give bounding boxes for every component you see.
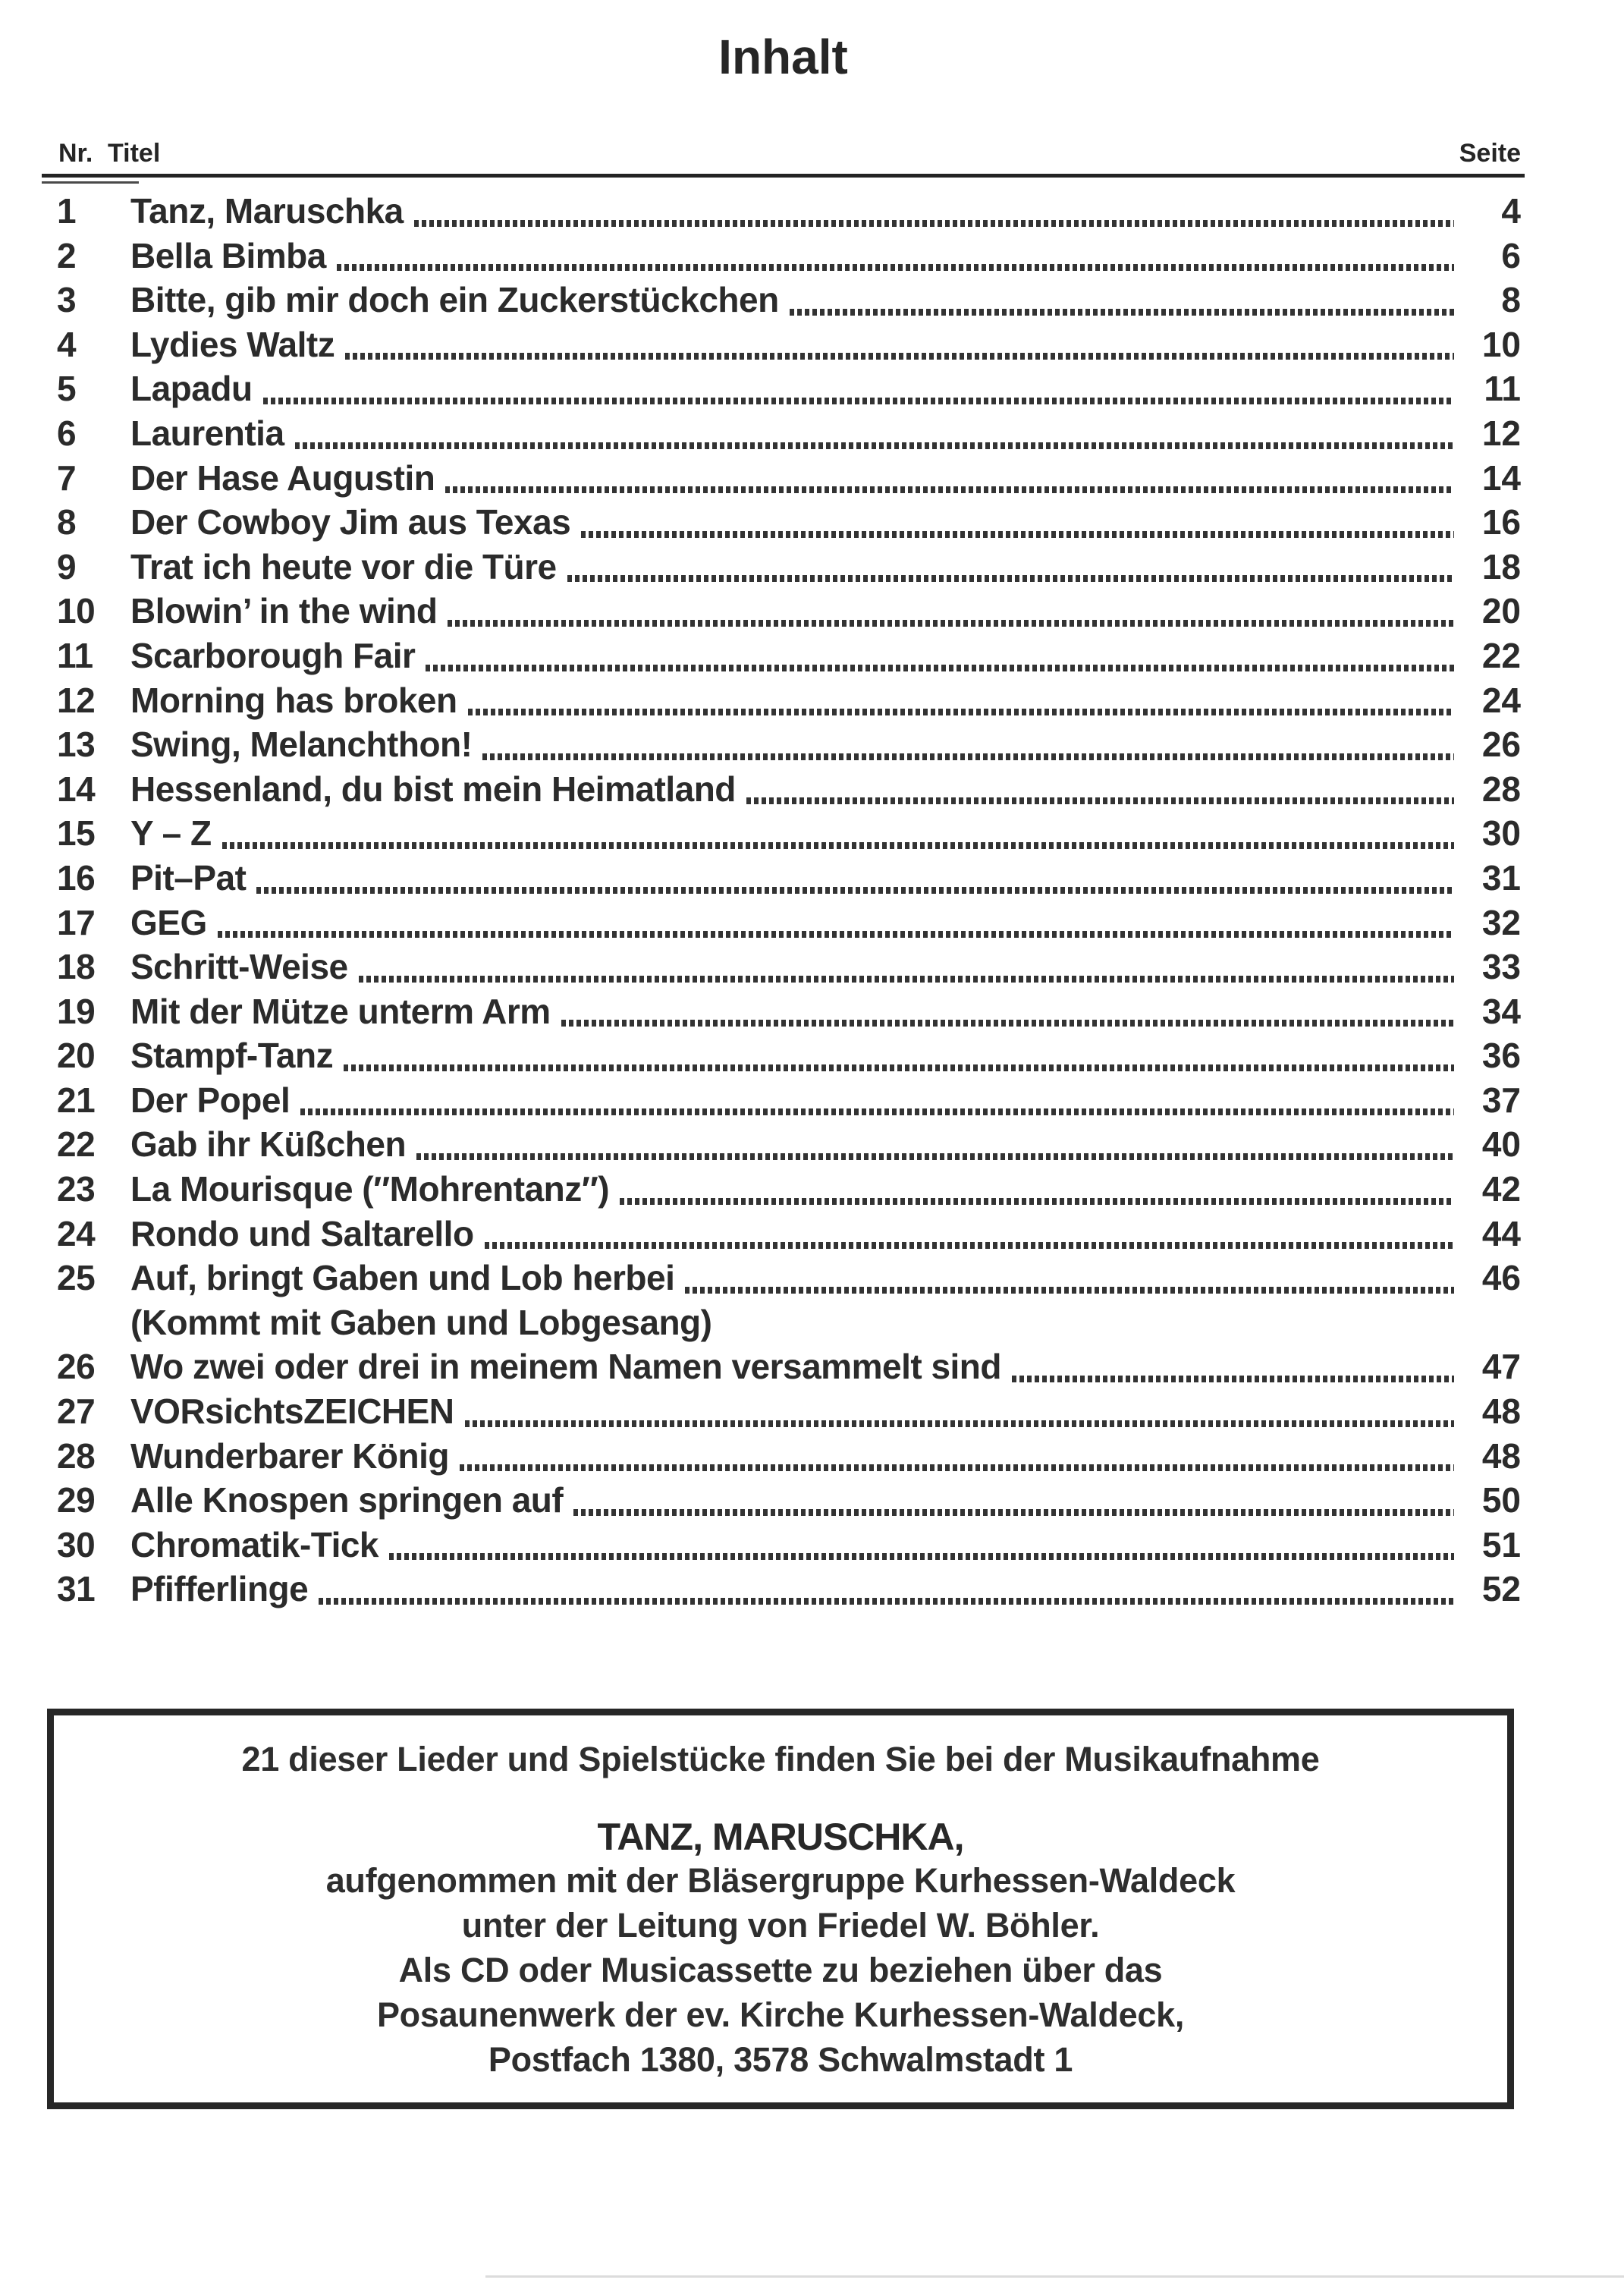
toc-entry-number: 2 xyxy=(57,235,77,275)
toc-entry-title: GEG xyxy=(130,902,207,942)
toc-entry-title: Der Hase Augustin xyxy=(130,458,435,498)
recording-info-line: aufgenommen mit der Bläsergruppe Kurhessen-Waldeck xyxy=(325,1861,1236,1900)
toc-entry-page: 52 xyxy=(1481,1569,1521,1609)
toc-dot-leader xyxy=(295,442,1454,449)
toc-entry-page: 50 xyxy=(1481,1480,1521,1520)
toc-entry-page: 33 xyxy=(1481,947,1521,987)
toc-row xyxy=(42,901,1525,945)
toc-dot-leader xyxy=(445,486,1454,493)
toc-dot-leader xyxy=(482,753,1454,760)
toc-entry-page: 48 xyxy=(1481,1391,1521,1432)
recording-info-line: Posaunenwerk der ev. Kirche Kurhessen-Waldeck, xyxy=(376,1995,1185,2034)
toc-note-line: (Kommt mit Gaben und Lobgesang) xyxy=(130,1302,712,1342)
toc-row xyxy=(42,1256,1525,1300)
toc-dot-leader xyxy=(345,353,1454,360)
toc-entry-number: 12 xyxy=(57,680,96,720)
toc-row xyxy=(42,945,1525,989)
recording-info-line: 21 dieser Lieder und Spielstücke finden Sie bei der Musikaufnahme xyxy=(241,1740,1320,1778)
toc-entry-page: 24 xyxy=(1481,680,1521,720)
toc-entry-title: Der Popel xyxy=(130,1080,291,1120)
toc-entry-page: 36 xyxy=(1481,1036,1521,1076)
toc-entry-number: 6 xyxy=(57,413,77,453)
toc-entry-title: Blowin’ in the wind xyxy=(130,591,438,631)
toc-entry-number: 24 xyxy=(57,1213,96,1253)
toc-entry-page: 42 xyxy=(1481,1169,1521,1209)
toc-header-seite: Seite xyxy=(1459,139,1521,168)
toc-entry-title: Swing, Melanchthon! xyxy=(130,725,473,765)
toc-dot-leader xyxy=(448,620,1454,627)
toc-entry-page: 37 xyxy=(1481,1080,1521,1120)
toc-dot-leader xyxy=(746,797,1454,804)
toc-entry-number: 27 xyxy=(57,1391,96,1432)
toc-entry-title: Lydies Waltz xyxy=(130,324,335,364)
toc-dot-leader xyxy=(218,931,1454,938)
toc-entry-number: 11 xyxy=(57,635,93,675)
toc-entry-page: 11 xyxy=(1484,369,1521,409)
toc-row xyxy=(42,678,1525,723)
toc-entry-title: Alle Knospen springen auf xyxy=(130,1480,564,1520)
toc-entry-number: 5 xyxy=(57,369,77,409)
toc-dot-leader xyxy=(460,1464,1454,1471)
toc-entry-title: Mit der Mütze unterm Arm xyxy=(130,991,551,1031)
toc-entry-page: 28 xyxy=(1481,769,1521,809)
toc-dot-leader xyxy=(414,220,1454,227)
toc-entry-number: 8 xyxy=(57,502,77,542)
toc-dot-leader xyxy=(389,1553,1454,1560)
toc-entry-title: Bella Bimba xyxy=(130,235,326,275)
toc-row xyxy=(42,500,1525,545)
toc-entry-page: 18 xyxy=(1481,546,1521,586)
toc-entry-page: 22 xyxy=(1481,635,1521,675)
toc-note-row xyxy=(42,1300,1525,1345)
toc-dot-leader xyxy=(685,1287,1454,1294)
toc-entry-title: Der Cowboy Jim aus Texas xyxy=(130,502,571,542)
toc-entry-number: 4 xyxy=(57,324,77,364)
toc-entry-page: 30 xyxy=(1481,813,1521,854)
toc-header-titel: Titel xyxy=(108,139,161,168)
toc-header-row xyxy=(42,139,1525,178)
toc-entry-title: Trat ich heute vor die Türe xyxy=(130,546,557,586)
toc-dot-leader xyxy=(300,1108,1454,1115)
toc-entry-title: Laurentia xyxy=(130,413,284,453)
toc-row xyxy=(42,1434,1525,1479)
toc-dot-leader xyxy=(426,665,1454,671)
toc-entry-number: 18 xyxy=(57,947,96,987)
toc-dot-leader xyxy=(573,1509,1454,1516)
scan-edge-artifact xyxy=(485,2275,1624,2278)
toc-dot-leader xyxy=(567,575,1454,582)
toc-dot-leader xyxy=(416,1153,1454,1160)
header-rule-echo xyxy=(42,181,139,184)
toc-entry-title: Gab ihr Küßchen xyxy=(130,1124,407,1165)
toc-entry-page: 34 xyxy=(1481,991,1521,1031)
toc-row xyxy=(42,1033,1525,1078)
toc-entry-page: 31 xyxy=(1481,857,1521,898)
toc-row xyxy=(42,234,1525,278)
toc-dot-leader xyxy=(790,309,1454,316)
toc-entry-number: 22 xyxy=(57,1124,96,1165)
toc-row xyxy=(42,811,1525,856)
toc-entry-number: 15 xyxy=(57,813,96,854)
toc-dot-leader xyxy=(468,709,1454,715)
toc-row xyxy=(42,634,1525,678)
toc-row xyxy=(42,1167,1525,1212)
toc-dot-leader xyxy=(222,842,1454,849)
toc-entry-page: 51 xyxy=(1481,1524,1521,1564)
toc-entry-title: Pit–Pat xyxy=(130,857,247,898)
toc-dot-leader xyxy=(344,1064,1454,1071)
toc-entry-title: VORsichtsZEICHEN xyxy=(130,1391,454,1432)
recording-title-line: TANZ, MARUSCHKA, xyxy=(597,1816,964,1858)
toc-row xyxy=(42,1078,1525,1123)
toc-row xyxy=(42,1212,1525,1256)
toc-entry-title: Wunderbarer König xyxy=(130,1435,450,1476)
toc-row xyxy=(42,1478,1525,1523)
toc-row xyxy=(42,189,1525,234)
table-of-contents xyxy=(42,139,1525,1612)
toc-entry-title: Schritt-Weise xyxy=(130,947,348,987)
toc-entry-page: 32 xyxy=(1481,902,1521,942)
toc-entry-title: Hessenland, du bist mein Heimatland xyxy=(130,769,736,809)
toc-entry-title: Scarborough Fair xyxy=(130,635,416,675)
toc-row xyxy=(42,1567,1525,1612)
toc-entry-title: Lapadu xyxy=(130,369,253,409)
toc-entry-number: 17 xyxy=(57,902,96,942)
toc-entry-title: Auf, bringt Gaben und Lob herbei xyxy=(130,1258,675,1298)
toc-row xyxy=(42,545,1525,590)
toc-dot-leader xyxy=(561,1020,1454,1027)
toc-row xyxy=(42,989,1525,1034)
recording-info-box xyxy=(47,1709,1514,2109)
toc-entry-number: 30 xyxy=(57,1524,96,1564)
page-title: Inhalt xyxy=(718,30,848,84)
toc-row xyxy=(42,322,1525,367)
toc-dot-leader xyxy=(263,398,1454,404)
toc-rows xyxy=(42,189,1525,1612)
toc-row xyxy=(42,856,1525,901)
toc-entry-number: 31 xyxy=(57,1569,96,1609)
toc-row xyxy=(42,1344,1525,1389)
toc-entry-number: 21 xyxy=(57,1080,96,1120)
toc-entry-number: 1 xyxy=(57,191,77,231)
toc-entry-number: 26 xyxy=(57,1347,96,1387)
toc-entry-title: Tanz, Maruschka xyxy=(130,191,404,231)
toc-entry-number: 16 xyxy=(57,857,96,898)
toc-entry-title: Wo zwei oder drei in meinem Namen versammelt sind xyxy=(130,1347,1002,1387)
toc-entry-number: 9 xyxy=(57,546,77,586)
toc-row xyxy=(42,366,1525,411)
toc-entry-title: Stampf-Tanz xyxy=(130,1036,334,1076)
toc-row xyxy=(42,411,1525,456)
toc-row xyxy=(42,1122,1525,1167)
toc-dot-leader xyxy=(319,1598,1454,1605)
toc-dot-leader xyxy=(485,1242,1454,1249)
toc-entry-page: 8 xyxy=(1501,280,1521,320)
toc-entry-page: 16 xyxy=(1481,502,1521,542)
toc-entry-page: 4 xyxy=(1501,191,1521,231)
toc-dot-leader xyxy=(256,887,1454,894)
recording-info-line: Als CD oder Musicassette zu beziehen über das xyxy=(398,1951,1163,1989)
toc-entry-number: 19 xyxy=(57,991,96,1031)
toc-entry-page: 12 xyxy=(1481,413,1521,453)
toc-entry-page: 48 xyxy=(1481,1435,1521,1476)
toc-row xyxy=(42,1389,1525,1434)
toc-entry-page: 14 xyxy=(1481,458,1521,498)
toc-entry-page: 40 xyxy=(1481,1124,1521,1165)
toc-dot-leader xyxy=(581,531,1454,538)
toc-entry-title: Rondo und Saltarello xyxy=(130,1213,474,1253)
toc-entry-number: 28 xyxy=(57,1435,96,1476)
toc-entry-page: 20 xyxy=(1481,591,1521,631)
toc-dot-leader xyxy=(1012,1376,1454,1382)
toc-dot-leader xyxy=(620,1198,1454,1205)
toc-entry-number: 25 xyxy=(57,1258,96,1298)
toc-entry-page: 6 xyxy=(1501,235,1521,275)
toc-entry-page: 47 xyxy=(1481,1347,1521,1387)
recording-info-line: unter der Leitung von Friedel W. Böhler. xyxy=(461,1906,1100,1945)
toc-dot-leader xyxy=(359,976,1454,983)
toc-entry-title: Y – Z xyxy=(130,813,212,854)
toc-entry-number: 3 xyxy=(57,280,77,320)
toc-row xyxy=(42,1523,1525,1567)
toc-entry-title: Morning has broken xyxy=(130,680,457,720)
toc-dot-leader xyxy=(465,1420,1454,1427)
toc-entry-title: La Mourisque (″Mohrentanz″) xyxy=(130,1169,610,1209)
toc-entry-title: Chromatik-Tick xyxy=(130,1524,379,1564)
toc-entry-title: Pfifferlinge xyxy=(130,1569,309,1609)
toc-row xyxy=(42,767,1525,812)
toc-entry-number: 20 xyxy=(57,1036,96,1076)
toc-entry-number: 29 xyxy=(57,1480,96,1520)
toc-dot-leader xyxy=(337,264,1454,271)
toc-entry-page: 44 xyxy=(1481,1213,1521,1253)
toc-row xyxy=(42,278,1525,322)
toc-row xyxy=(42,589,1525,634)
toc-entry-number: 7 xyxy=(57,458,77,498)
toc-entry-page: 10 xyxy=(1481,324,1521,364)
toc-entry-page: 26 xyxy=(1481,725,1521,765)
recording-info-line: Postfach 1380, 3578 Schwalmstadt 1 xyxy=(488,2040,1073,2079)
toc-entry-number: 23 xyxy=(57,1169,96,1209)
toc-entry-number: 10 xyxy=(57,591,96,631)
toc-entry-number: 13 xyxy=(57,725,96,765)
toc-row xyxy=(42,722,1525,767)
toc-entry-number: 14 xyxy=(57,769,96,809)
toc-entry-title: Bitte, gib mir doch ein Zuckerstückchen xyxy=(130,280,779,320)
toc-header-nr: Nr. xyxy=(58,139,93,168)
toc-row xyxy=(42,456,1525,501)
toc-entry-page: 46 xyxy=(1481,1258,1521,1298)
